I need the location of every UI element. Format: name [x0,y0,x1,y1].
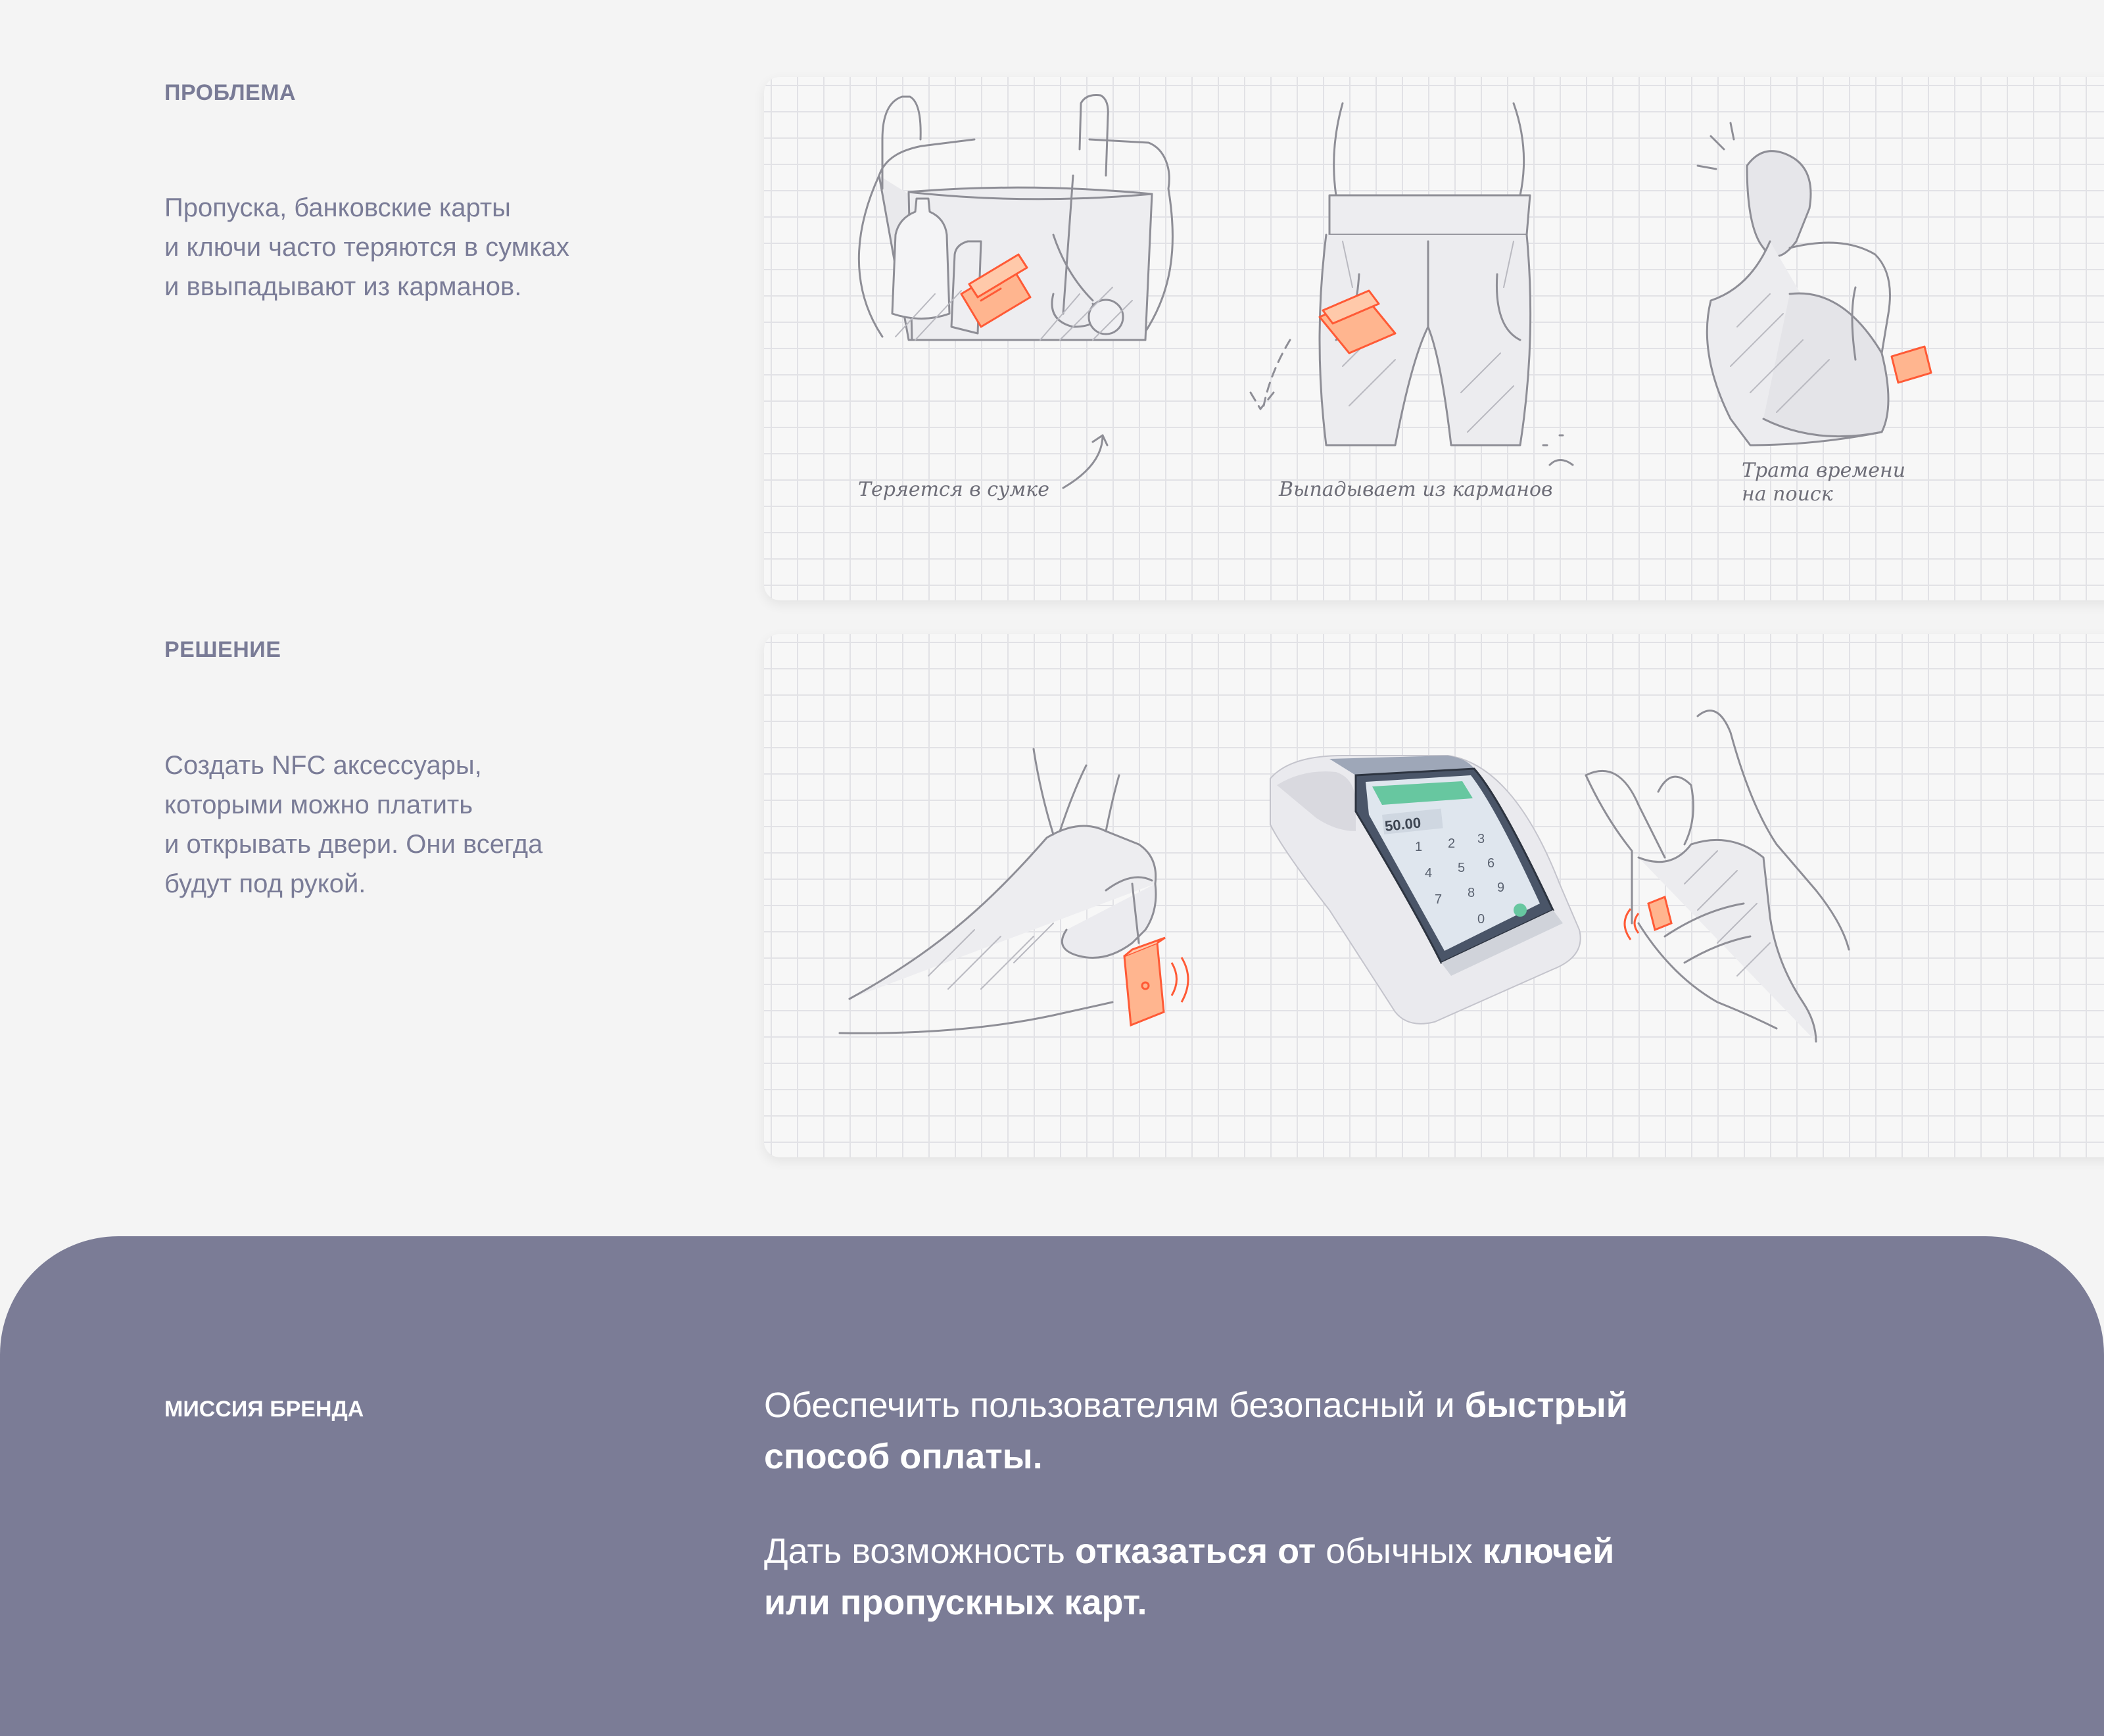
mission-paragraph-1 [764,1380,1685,1482]
nfc-keychain-icon [1124,938,1188,1025]
problem-illustration [764,77,2104,600]
terminal-amount: 50.00 [1383,814,1422,834]
key-9: 9 [1497,880,1505,895]
hand-keychain-illustration [840,749,1156,1033]
pos-terminal-illustration [1270,756,1581,1024]
mission-p2-dot: . [1137,1583,1147,1622]
solution-line-1: Создать NFC аксессуары, [164,751,482,780]
solution-line-3: и открывать двери. Они всегда [164,830,543,859]
problem-line-3: и ввыпадывают из карманов. [164,272,522,301]
hand-ring-illustration [1586,711,1849,1042]
key-6: 6 [1487,856,1495,871]
solution-illustration-card [764,634,2104,1157]
solution-label: РЕШЕНИЕ [164,637,281,662]
problem-description [164,188,664,306]
key-2: 2 [1448,836,1456,851]
caption-time-2: на поиск [1742,483,1833,506]
mission-label: МИССИЯ БРЕНДА [164,1397,364,1422]
key-0: 0 [1477,912,1485,927]
mission-p1-dot: . [1032,1437,1043,1476]
mission-p2-regular-2: обычных [1316,1531,1483,1571]
mission-p1-bold: быстрый способ оплаты [764,1386,1628,1476]
key-1: 1 [1415,840,1423,854]
solution-description [164,746,664,904]
mission-p1-regular: Обеспечить пользователям безопасный и [764,1386,1465,1425]
problem-line-1: Пропуска, банковские карты [164,193,511,222]
key-4: 4 [1425,866,1433,880]
mission-p2-regular-1: Дать возможность [764,1531,1075,1571]
mission-section [0,1236,2104,1736]
mission-p2-bold-1: отказаться от [1074,1531,1316,1571]
mission-paragraph-2 [764,1526,1685,1628]
solution-line-2: которыми можно платить [164,790,473,819]
problem-illustration-card [764,77,2104,600]
jeans-illustration [1320,103,1531,445]
bag-search-card-icon [1892,347,1931,383]
caption-bag: Теряется в сумке [858,478,1049,501]
key-5: 5 [1458,861,1466,875]
solution-illustration [764,634,2104,1157]
problem-line-2: и ключи часто теряются в сумках [164,233,569,262]
problem-label: ПРОБЛЕМА [164,80,297,105]
caption-time-1: Трата времени [1742,459,1906,482]
key-8: 8 [1468,886,1475,900]
mission-p2-bold-2: ключей или пропускных карт [764,1531,1615,1622]
person-searching-illustration [1698,123,1890,445]
key-7: 7 [1435,892,1443,907]
key-3: 3 [1477,832,1485,846]
solution-line-4: будут под рукой. [164,869,366,898]
caption-pocket: Выпадывает из карманов [1279,478,1553,501]
